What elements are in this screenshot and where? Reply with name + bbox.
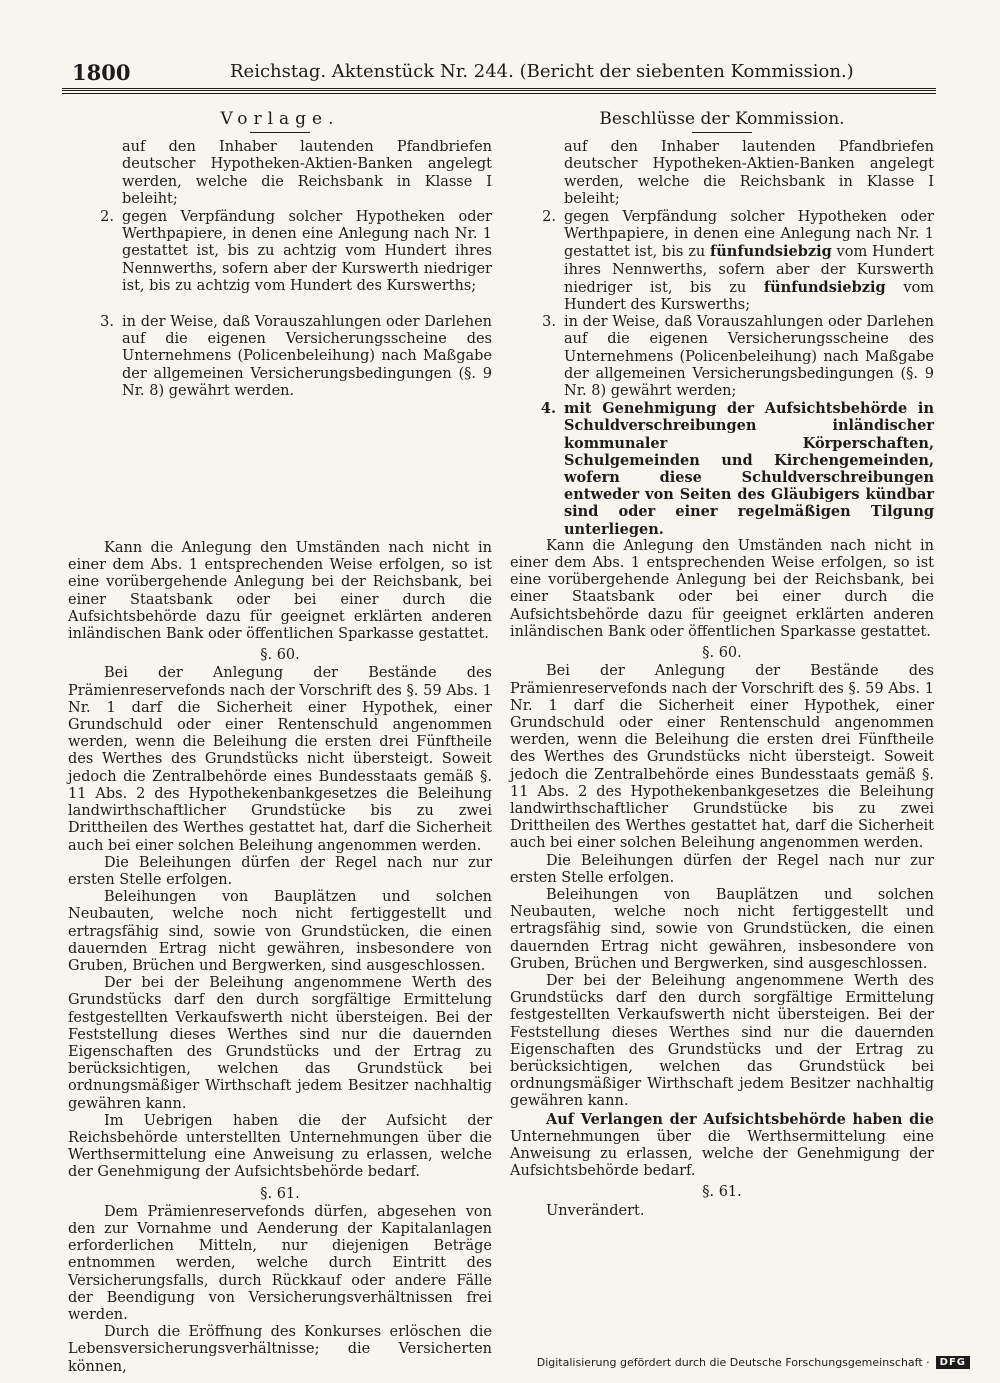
amended-value: fünfundsiebzig (763, 278, 886, 296)
list-number: 3. (100, 314, 114, 331)
paragraph: Die Beleihungen dürfen der Regel nach nur zur ersten Stelle erfolgen. (510, 852, 934, 886)
dfg-logo: DFG (936, 1356, 970, 1369)
list-item-3-right (510, 314, 934, 400)
section-60-heading-left: §. 60. (260, 647, 300, 664)
paragraph-kann-right: Kann die Anlegung den Umständen nach nicht in einer dem Abs. 1 entsprechenden Weise erfolgen, so ist eine vorübergehende Anlegung bei der Reichsbank, bei einer Staatsbank oder bei einer durch die Aufsichtsbehörde dazu für geeignet erklärten anderen inländischen Bank oder öffentlichen Sparkasse gestattet. (510, 537, 934, 640)
paragraph-amended (510, 1111, 934, 1181)
paragraph: Durch die Eröffnung des Konkurses erlöschen die Lebensversicherungsverhältnisse; die Versicherten können, (68, 1324, 492, 1375)
list-text (564, 209, 934, 314)
paragraph: Dem Prämienreservefonds dürfen, abgesehen von den zur Vornahme und Aenderung der Kapitalanlagen erforderlichen Mitteln, nur diejenigen Beträge entnommen werden, welche durch Eintritt des Versicherungsfalls, durch Rückkauf oder andere Fälle der Beendigung von Versicherungsverhältnissen frei werden. (68, 1203, 492, 1323)
footer-text: Digitalisierung gefördert durch die Deutsche Forschungsgemeinschaft · (536, 1356, 930, 1369)
page-header (62, 58, 936, 86)
list-text: in der Weise, daß Vorauszahlungen oder Darlehen auf die eigenen Versicherungsscheine des Unternehmens (Policenbeleihung) nach Maßgabe der allgemeinen Versicherungsbedingungen (§. 9 Nr. 8) gewährt werden; (564, 314, 934, 400)
section-60-heading-right: §. 60. (702, 645, 742, 662)
paragraph: Der bei der Beleihung angenommene Werth des Grundstücks darf den durch sorgfältige Ermittelung festgestellten Verkaufswerth nicht übersteigen. Bei der Feststellung dieses Werthes sind nur die dauernden Eigenschaften des Grundstücks und der Ertrag zu berücksichtigen, welchen das Grundstück bei ordnungsmäßiger Wirthschaft jedem Besitzer nachhaltig gewähren kann. (68, 975, 492, 1112)
list-text-part: vom Hundert ihres Nennwerths, sofern aber der Kurswerth niedriger ist, bis zu (564, 244, 934, 296)
list-number: 3. (542, 314, 556, 331)
paragraph: Die Beleihungen dürfen der Regel nach nur zur ersten Stelle erfolgen. (68, 854, 492, 888)
paragraph: Der bei der Beleihung angenommene Werth des Grundstücks darf den durch sorgfältige Ermittelung festgestellten Verkaufswerth nicht übersteigen. Bei der Feststellung dieses Werthes sind nur die dauernden Eigenschaften des Grundstücks und der Ertrag zu berücksichtigen, welchen das Grundstück bei ordnungsmäßiger Wirthschaft jedem Besitzer nachhaltig gewähren kann. (510, 972, 934, 1110)
paragraph: Beleihungen von Bauplätzen und solchen Neubauten, welche noch nicht fertiggestellt und ertragsfähig sind, sowie von Grundstücken, die einen dauernden Ertrag nicht gewähren, insbesondere von Gruben, Brüchen und Bergwerken, sind ausgeschlossen. (68, 889, 492, 974)
paragraph: Beleihungen von Bauplätzen und solchen Neubauten, welche noch nicht fertiggestellt und ertragsfähig sind, sowie von Grundstücken, die einen dauernden Ertrag nicht gewähren, insbesondere von Gruben, Brüchen und Bergwerken, sind ausgeschlossen. (510, 886, 934, 972)
digitization-footer (537, 1356, 970, 1369)
section-61-heading-left: §. 61. (260, 1185, 300, 1202)
list-item-2-left (68, 209, 492, 295)
title-rule-right (692, 132, 752, 133)
list-text-part: vom Hundert des Kurswerths; (564, 279, 934, 314)
list-number: 4. (540, 400, 556, 418)
list-number: 2. (542, 209, 556, 226)
list-item-3-left (68, 314, 492, 400)
list-item-2-right (510, 209, 934, 314)
paragraph: Im Uebrigen haben die der Aufsicht der Reichsbehörde unterstellten Unternehmungen über die Werthsermittelung eine Anweisung zu erlassen, welche der Genehmigung der Aufsichtsbehörde bedarf. (68, 1112, 492, 1181)
spacer (68, 400, 492, 540)
column-title-right: Beschlüsse der Kommission. (599, 109, 845, 129)
list-text-part: gegen Verpfändung solcher Hypotheken oder Werthpapiere, in denen eine Anlegung nach Nr. 1 gestattet ist, bis zu (564, 209, 934, 261)
intro-text-left: auf den Inhaber lautenden Pfandbriefen deutscher Hypotheken-Aktien-Banken angelegt werden, welche die Reichsbank in Klasse I beleiht; (122, 139, 492, 207)
paragraph-text: Unternehmungen über die Werthsermittelung eine Anweisung zu erlassen, welche der Genehmigung der Aufsichtsbehörde bedarf. (510, 1128, 934, 1180)
page-number: 1800 (72, 60, 131, 85)
paragraph: Bei der Anlegung der Bestände des Prämienreservefonds nach der Vorschrift des §. 59 Abs. 1 Nr. 1 darf die Sicherheit einer Hypothek, einer Grundschuld oder einer Rentenschuld angenommen werden, wenn die Beleihung die ersten drei Fünftheile des Werthes des Grundstücks nicht übersteigt. Soweit jedoch die Zentralbehörde eines Bundesstaats gemäß §. 11 Abs. 2 des Hypothekenbankgesetzes die Beleihung landwirthschaftlicher Grundstücke bis zu zwei Drittheilen des Werthes gestattet hat, darf die Sicherheit auch bei einer solchen Beleihung angenommen werden. (510, 663, 934, 852)
list-item-4-right (510, 400, 934, 538)
section-61-heading-right: §. 61. (702, 1184, 742, 1201)
paragraph: Bei der Anlegung der Bestände des Prämienreservefonds nach der Vorschrift des §. 59 Abs. 1 Nr. 1 darf die Sicherheit einer Hypothek, einer Grundschuld oder einer Rentenschuld angenommen werden, wenn die Beleihung die ersten drei Fünftheile des Werthes des Grundstücks nicht übersteigt. Soweit jedoch die Zentralbehörde eines Bundesstaats gemäß §. 11 Abs. 2 des Hypothekenbankgesetzes die Beleihung landwirthschaftlicher Grundstücke bis zu zwei Drittheilen des Werthes gestattet hat, darf die Sicherheit auch bei einer solchen Beleihung angenommen werden. (68, 665, 492, 854)
running-title: Reichstag. Aktenstück Nr. 244. (Bericht der siebenten Kommission.) (230, 61, 854, 82)
column-vorlage (68, 105, 492, 1376)
header-rule (62, 88, 936, 94)
list-text: mit Genehmigung der Aufsichtsbehörde in Schuldverschreibungen inländischer kommunaler Körperschaften, Schulgemeinden und Kirchengemeinden, wofern diese Schuldverschreibungen entweder von Seiten des Gläubigers kündbar sind oder einer regelmäßigen Tilgung unterliegen. (564, 400, 934, 538)
title-rule-left (250, 132, 310, 133)
amended-text: Auf Verlangen der Aufsichtsbehörde haben die (546, 1110, 934, 1128)
column-beschluesse (510, 105, 934, 1220)
spacer (68, 295, 492, 314)
paragraph-kann-left: Kann die Anlegung den Umständen nach nicht in einer dem Abs. 1 entsprechenden Weise erfolgen, so ist eine vorübergehende Anlegung bei der Reichsbank, bei einer Staatsbank oder bei einer durch die Aufsichtsbehörde dazu für geeignet erklärten anderen inländischen Bank oder öffentlichen Sparkasse gestattet. (68, 540, 492, 643)
list-number: 2. (100, 209, 114, 226)
intro-text-right: auf den Inhaber lautenden Pfandbriefen deutscher Hypotheken-Aktien-Banken angelegt werden, welche die Reichsbank in Klasse I beleiht; (564, 139, 934, 207)
column-title-left: Vorlage. (220, 109, 340, 129)
list-text: in der Weise, daß Vorauszahlungen oder Darlehen auf die eigenen Versicherungsscheine des Unternehmens (Policenbeleihung) nach Maßgabe der allgemeinen Versicherungsbedingungen (§. 9 Nr. 8) gewährt werden. (122, 314, 492, 399)
list-text: gegen Verpfändung solcher Hypotheken oder Werthpapiere, in denen eine Anlegung nach Nr. 1 gestattet ist, bis zu achtzig vom Hundert ihres Nennwerths, sofern aber der Kurswerth niedriger ist, bis zu achtzig vom Hundert des Kurswerths; (122, 209, 492, 294)
amended-value: fünfundsiebzig (710, 243, 832, 261)
paragraph-unchanged: Unverändert. (546, 1202, 645, 1219)
